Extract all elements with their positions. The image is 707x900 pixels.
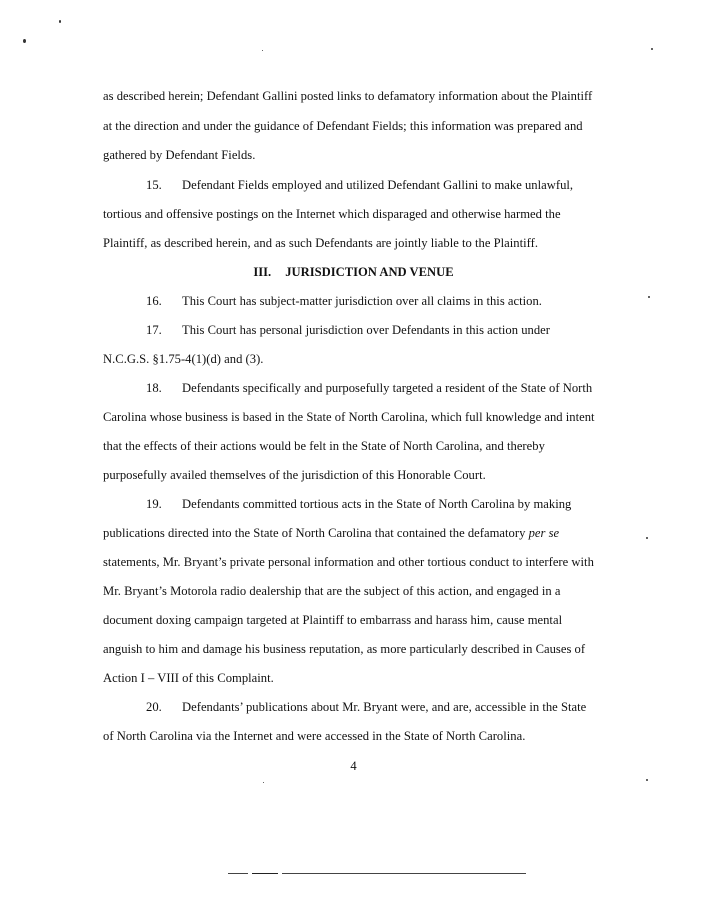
para-14-line-1: as described herein; Defendant Gallini posted links to defamatory information about the Plaintiff <box>103 89 593 103</box>
section-heading <box>0 264 707 280</box>
para-19-line-6: anguish to him and damage his business reputation, as more particularly described in Causes of <box>103 642 586 656</box>
section-heading-title: JURISDICTION AND VENUE <box>285 265 454 279</box>
scan-speck <box>646 779 648 781</box>
scan-speck <box>23 39 26 43</box>
para-18-line-1 <box>146 380 592 396</box>
para-15-number: 15. <box>146 178 162 192</box>
para-17-line-1 <box>146 322 550 338</box>
para-19-number: 19. <box>146 497 162 511</box>
para-15-line-1 <box>146 177 573 193</box>
para-15-line-2: tortious and offensive postings on the Internet which disparaged and otherwise harmed the <box>103 207 561 221</box>
para-19-text-1: Defendants committed tortious acts in the State of North Carolina by making <box>182 497 572 511</box>
para-15-line-3: Plaintiff, as described herein, and as such Defendants are jointly liable to the Plaintiff. <box>103 236 539 250</box>
scan-speck <box>262 50 263 51</box>
para-17-number: 17. <box>146 323 162 337</box>
para-14-line-3: gathered by Defendant Fields. <box>103 148 256 162</box>
footer-scan-line <box>282 873 526 874</box>
para-19-line-1 <box>146 496 571 512</box>
para-17-text-1: This Court has personal jurisdiction over Defendants in this action under <box>182 323 551 337</box>
per-se-italic: per se <box>528 526 560 540</box>
section-heading-roman: III. <box>253 265 272 279</box>
page-number: 4 <box>350 759 357 773</box>
para-19-line-3: statements, Mr. Bryant’s private personal information and other tortious conduct to interfere with <box>103 555 594 569</box>
para-19-text-2: publications directed into the State of North Carolina that contained the defamatory <box>103 526 529 540</box>
para-18-line-4: purposefully availed themselves of the jurisdiction of this Honorable Court. <box>103 468 486 482</box>
para-20-number: 20. <box>146 700 162 714</box>
para-19-line-2 <box>103 525 559 541</box>
scan-speck <box>263 782 264 783</box>
para-14-line-2: at the direction and under the guidance of Defendant Fields; this information was prepared and <box>103 119 583 133</box>
scan-speck <box>648 296 650 298</box>
para-18-number: 18. <box>146 381 162 395</box>
para-17-line-2: N.C.G.S. §1.75-4(1)(d) and (3). <box>103 352 264 366</box>
scan-speck <box>59 20 61 23</box>
footer-scan-line <box>228 873 248 874</box>
footer-scan-line <box>252 873 278 874</box>
scan-speck <box>646 537 648 539</box>
para-16-number: 16. <box>146 294 162 308</box>
para-19-line-5: document doxing campaign targeted at Plaintiff to embarrass and harass him, cause mental <box>103 613 563 627</box>
para-18-line-3: that the effects of their actions would be felt in the State of North Carolina, and thereby <box>103 439 545 453</box>
para-18-line-2: Carolina whose business is based in the State of North Carolina, which full knowledge and intent <box>103 410 595 424</box>
para-20-line-2: of North Carolina via the Internet and were accessed in the State of North Carolina. <box>103 729 526 743</box>
para-20-text-1: Defendants’ publications about Mr. Bryant were, and are, accessible in the State <box>182 700 587 714</box>
para-19-line-7: Action I – VIII of this Complaint. <box>103 671 274 685</box>
para-15-text-1: Defendant Fields employed and utilized Defendant Gallini to make unlawful, <box>182 178 574 192</box>
para-16-line-1 <box>146 293 542 309</box>
para-20-line-1 <box>146 699 586 715</box>
para-19-line-4: Mr. Bryant’s Motorola radio dealership that are the subject of this action, and engaged in a <box>103 584 561 598</box>
para-16-text-1: This Court has subject-matter jurisdiction over all claims in this action. <box>182 294 542 308</box>
scan-speck <box>651 48 653 50</box>
para-18-text-1: Defendants specifically and purposefully targeted a resident of the State of North <box>182 381 593 395</box>
